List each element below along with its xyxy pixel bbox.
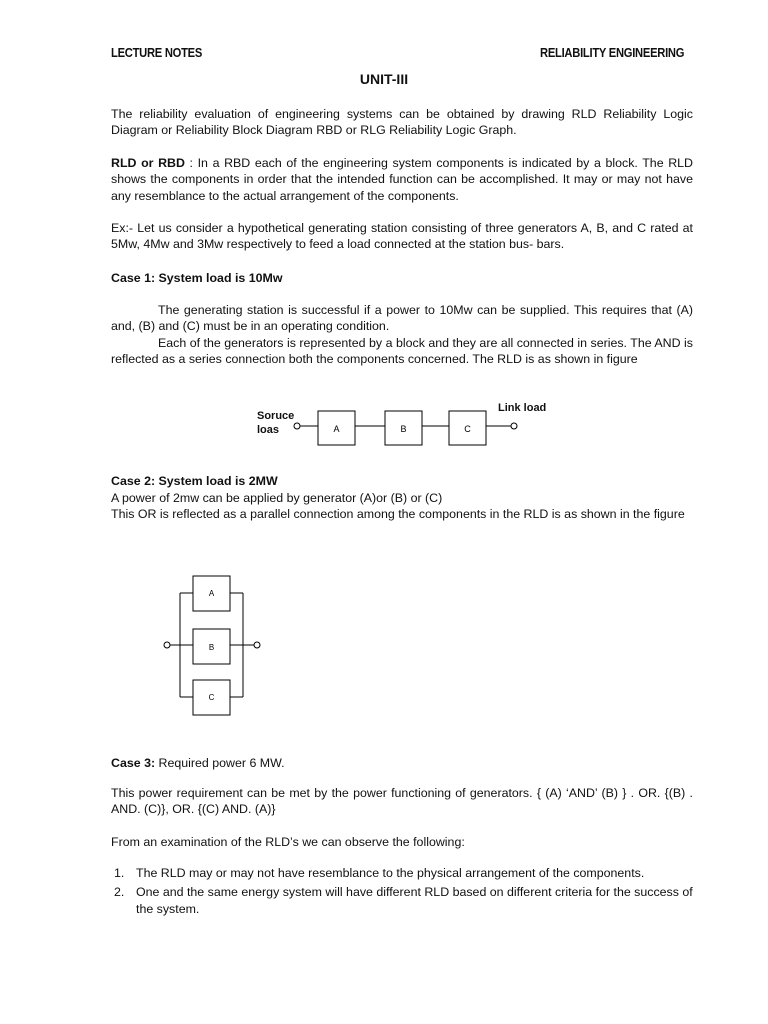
rld-definition-text: : In a RBD each of the engineering system components is indicated by a block. The RLD shows the components in order that the intended function can be accomplished. It may or may not have any resemblance to the actual arrangement of the components. bbox=[111, 156, 693, 203]
parallel-block-b-label: B bbox=[208, 643, 215, 652]
list-item-text: The RLD may or may not have resemblance to the physical arrangement of the components. bbox=[136, 866, 645, 880]
block-b-label: B bbox=[400, 424, 407, 434]
block-c-label: C bbox=[464, 424, 471, 434]
list-item-number: 1. bbox=[114, 866, 125, 880]
parallel-block-a-label: A bbox=[208, 589, 215, 598]
source-label-line1: Soruce bbox=[257, 410, 295, 422]
page-title: UNIT-III bbox=[359, 71, 409, 87]
parallel-block-c-label: C bbox=[208, 693, 215, 702]
header-right: RELIABILITY ENGINEERING bbox=[540, 45, 685, 60]
case2-line1: A power of 2mw can be applied by generator (A)or (B) or (C) bbox=[111, 491, 443, 505]
sink-label: Link load bbox=[498, 402, 547, 414]
block-a-label: A bbox=[333, 424, 340, 434]
list-item-number: 2. bbox=[114, 884, 125, 899]
observation-intro: From an examination of the RLD’s we can observe the following: bbox=[111, 835, 465, 849]
parallel-output-terminal bbox=[254, 642, 260, 648]
case2-line2: This OR is reflected as a parallel connection among the components in the RLD is as shown in the figure bbox=[111, 507, 685, 521]
header-left: LECTURE NOTES bbox=[111, 45, 203, 60]
observations-list bbox=[111, 865, 701, 920]
case1-paragraph-2: Each of the generators is represented by a block and they are all connected in series. The AND is reflected as a series connection both the components concerned. The RLD is as shown in figure bbox=[111, 336, 693, 367]
list-item bbox=[111, 865, 701, 883]
intro-paragraph: The reliability evaluation of engineering systems can be obtained by drawing RLD Reliability Logic Diagram or Reliability Block Diagram RBD or RLG Reliability Logic Graph. bbox=[111, 107, 693, 138]
source-label-line2: loas bbox=[257, 424, 280, 436]
rld-term: RLD or RBD bbox=[111, 156, 185, 170]
case3-line bbox=[111, 755, 693, 771]
case1-heading: Case 1: System load is 10Mw bbox=[111, 271, 283, 285]
case3-text: Required power 6 MW. bbox=[155, 756, 285, 770]
parallel-input-terminal bbox=[164, 642, 170, 648]
case2-heading: Case 2: System load is 2MW bbox=[111, 474, 278, 488]
case3-heading: Case 3: bbox=[111, 756, 156, 770]
list-item-text: One and the same energy system will have different RLD based on different criteria for the success of the system. bbox=[136, 884, 693, 916]
power-requirement-paragraph: This power requirement can be met by the power functioning of generators. { (A) ‘AND’ (B) } . OR. {(B) . AND. (C)}, OR. {(C) AND. (A)} bbox=[111, 786, 693, 817]
list-item bbox=[111, 884, 701, 919]
case1-paragraph-1: The generating station is successful if a power to 10Mw can be supplied. This requires that (A) and, (B) and (C) must be in an operating condition. bbox=[111, 303, 693, 334]
example-paragraph: Ex:- Let us consider a hypothetical generating station consisting of three generators A, B, and C rated at 5Mw, 4Mw and 3Mw respectively to feed a load connected at the station bus- bars. bbox=[111, 221, 693, 252]
